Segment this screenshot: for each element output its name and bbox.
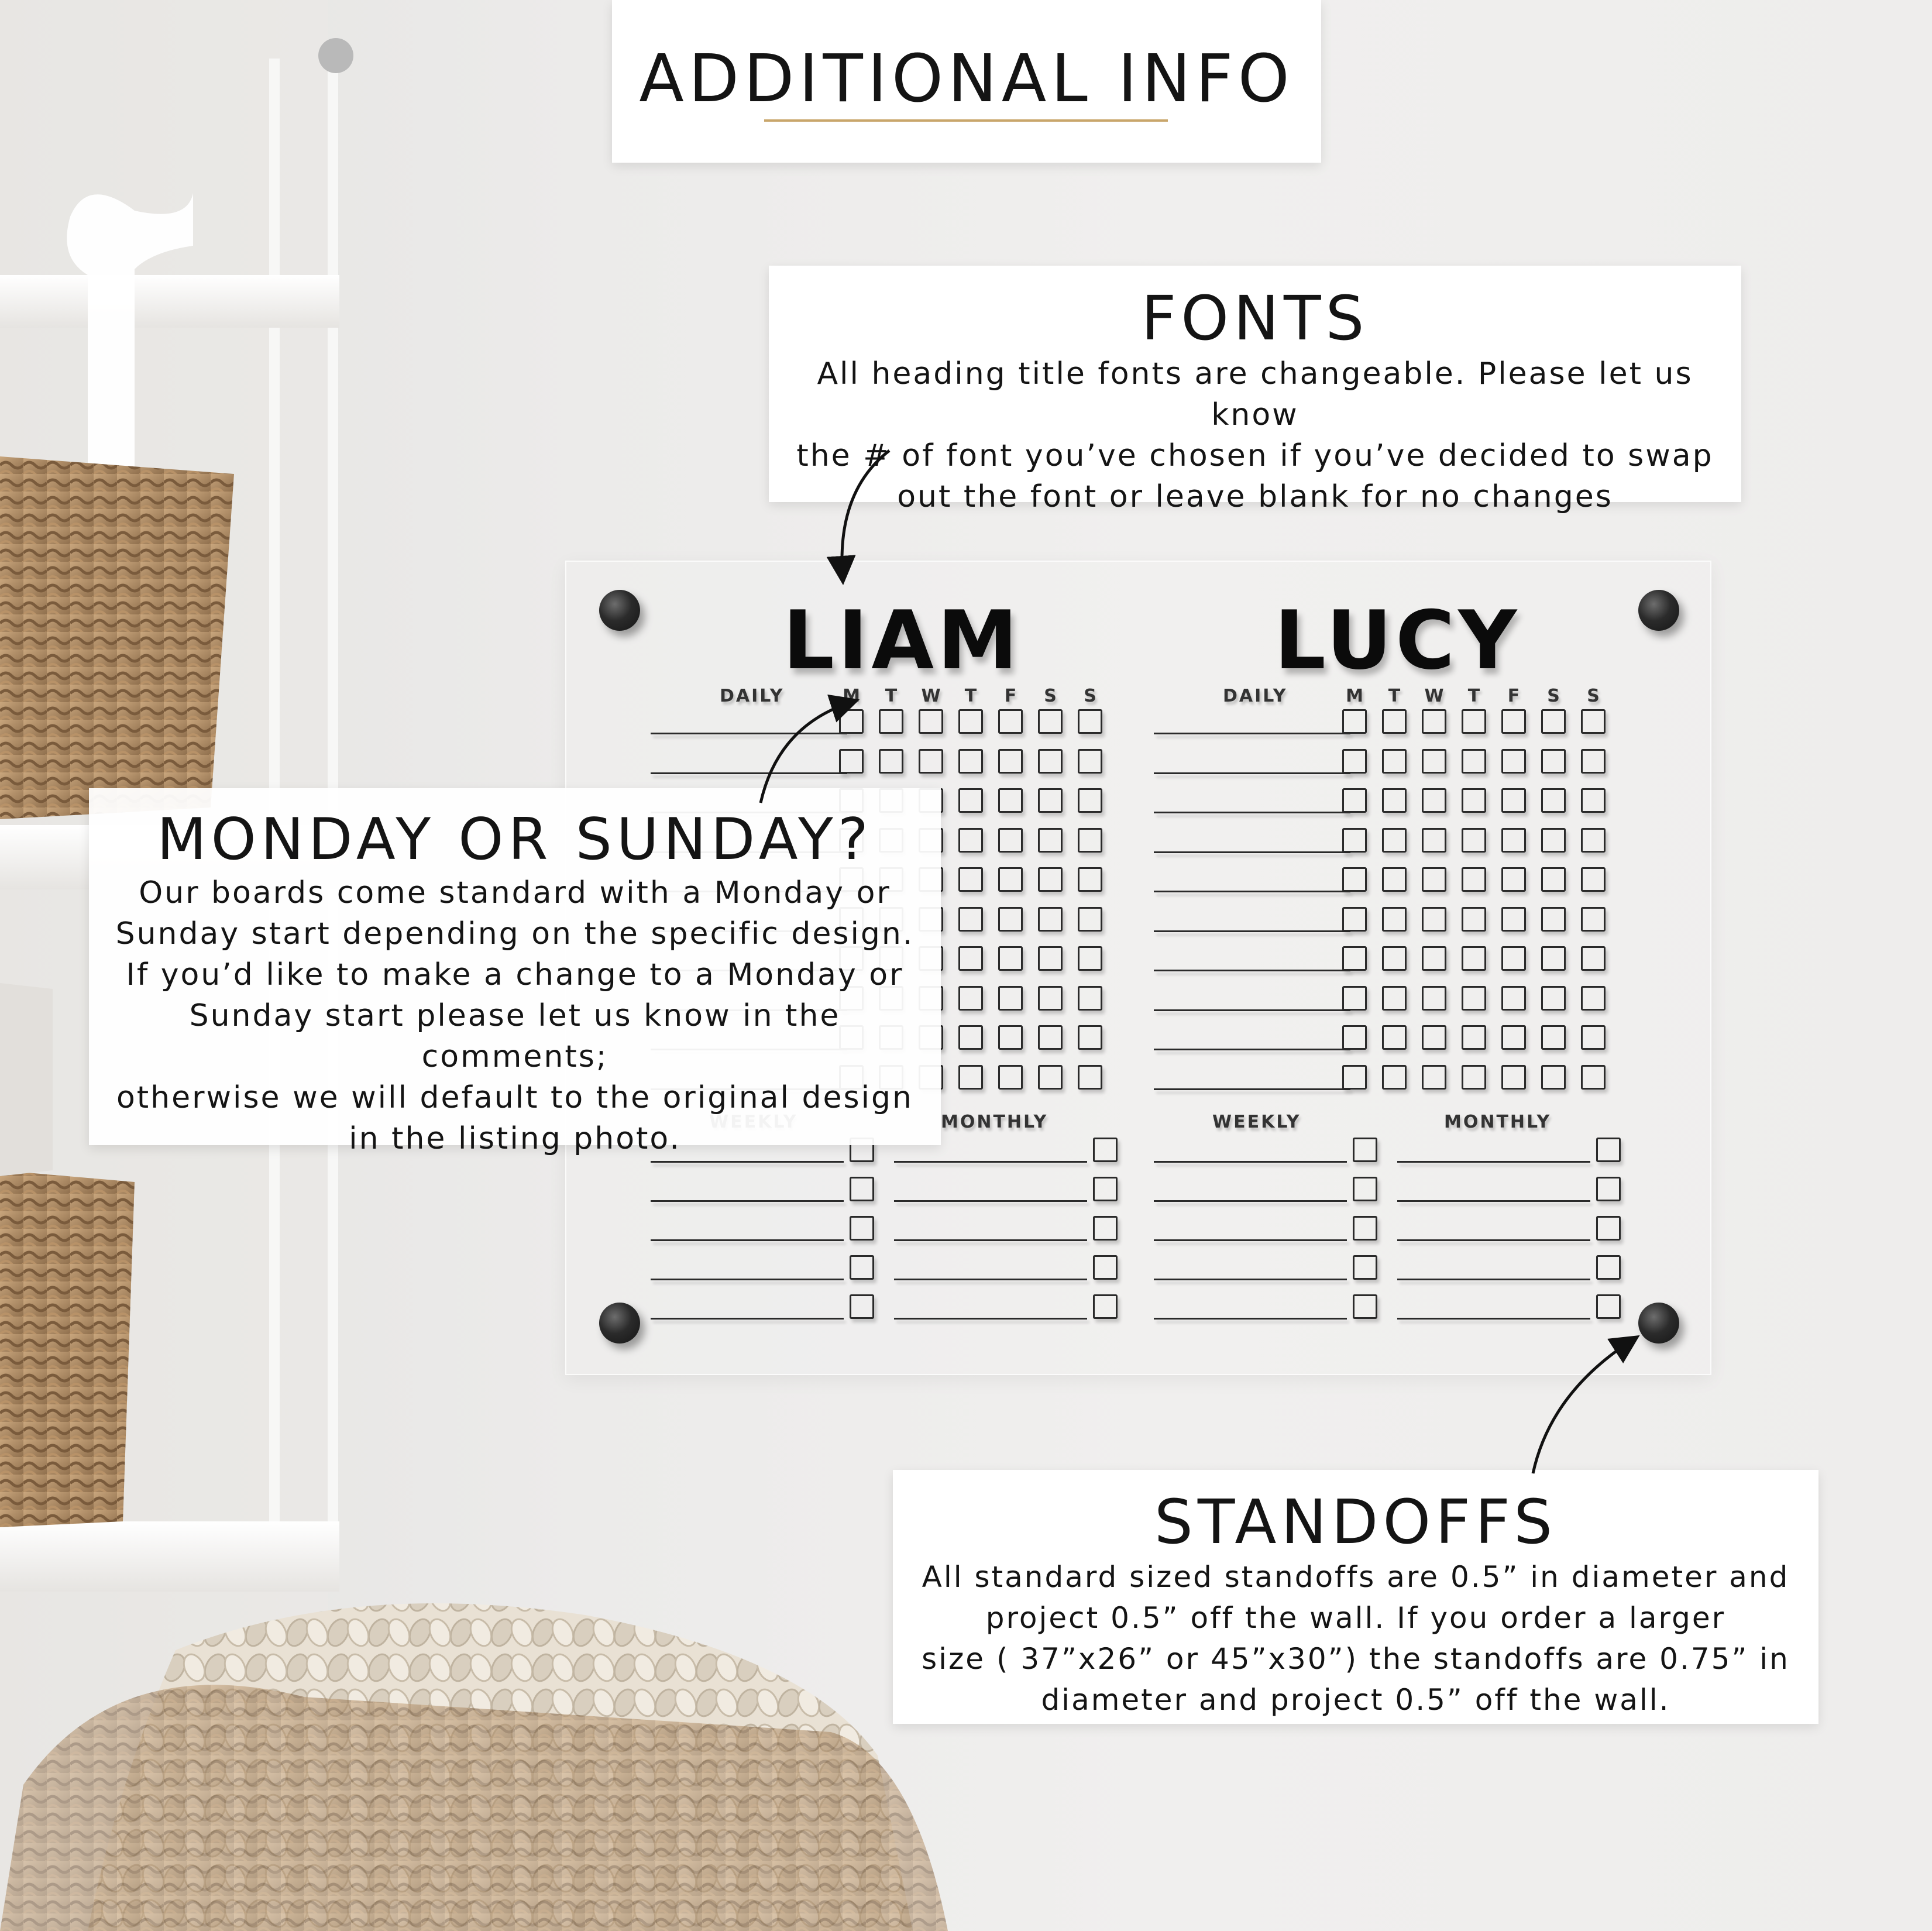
day-letter-right: S [1587,686,1600,706]
day-letter-left: F [1004,686,1017,706]
monday-line: in the listing photo. [349,1121,681,1156]
standoffs-line: All standard sized standoffs are 0.5” in diameter and [922,1560,1790,1594]
monday-line: otherwise we will default to the original design [116,1080,914,1115]
day-letter-left: W [921,686,941,706]
monday-arrow [761,702,851,803]
standoffs-line: size ( 37”x26” or 45”x30”) the standoffs are 0.75” in [922,1642,1790,1676]
monday-line: Sunday start please let us know in the comments; [189,998,841,1074]
fonts-title: FONTS [1141,283,1369,354]
fonts-line: All heading title fonts are changeable. Please let us know [817,356,1693,432]
standoffs-line: diameter and project 0.5” off the wall. [1041,1683,1670,1717]
monthly-label-right: MONTHLY [1444,1112,1552,1132]
monday-sunday-title: MONDAY OR SUNDAY? [157,806,873,873]
page-title: ADDITIONAL INFO [639,41,1294,117]
weekly-label-right: WEEKLY [1212,1112,1301,1132]
day-letter-right: S [1547,686,1560,706]
monday-line: Our boards come standard with a Monday or [139,875,891,910]
child-name-lucy: LUCY [1274,593,1521,688]
day-letter-left: S [1044,686,1057,706]
standoffs-title: STANDOFFS [1154,1486,1558,1558]
monthly-label-left: MONTHLY [941,1112,1048,1132]
day-letter-right: T [1388,686,1401,706]
daily-label-left: DAILY [720,686,785,706]
child-name-liam: LIAM [783,593,1022,688]
day-letter-right: M [1346,686,1363,706]
standoffs-arrow [1533,1340,1632,1473]
day-letter-right: T [1467,686,1480,706]
fonts-arrow [842,451,889,576]
day-letter-right: F [1507,686,1520,706]
standoffs-line: project 0.5” off the wall. If you order a larger [985,1601,1726,1635]
fonts-line: out the font or leave blank for no changes [897,479,1613,514]
daily-label-right: DAILY [1223,686,1288,706]
day-letter-left: S [1084,686,1096,706]
day-letter-left: T [885,686,898,706]
monday-line: If you’d like to make a change to a Monday or [126,957,904,992]
day-letter-right: W [1424,686,1444,706]
day-letter-left: M [843,686,860,706]
day-letter-left: T [964,686,977,706]
monday-line: Sunday start depending on the specific design. [115,916,915,951]
fonts-line: the # of font you’ve chosen if you’ve decided to swap [796,438,1714,473]
